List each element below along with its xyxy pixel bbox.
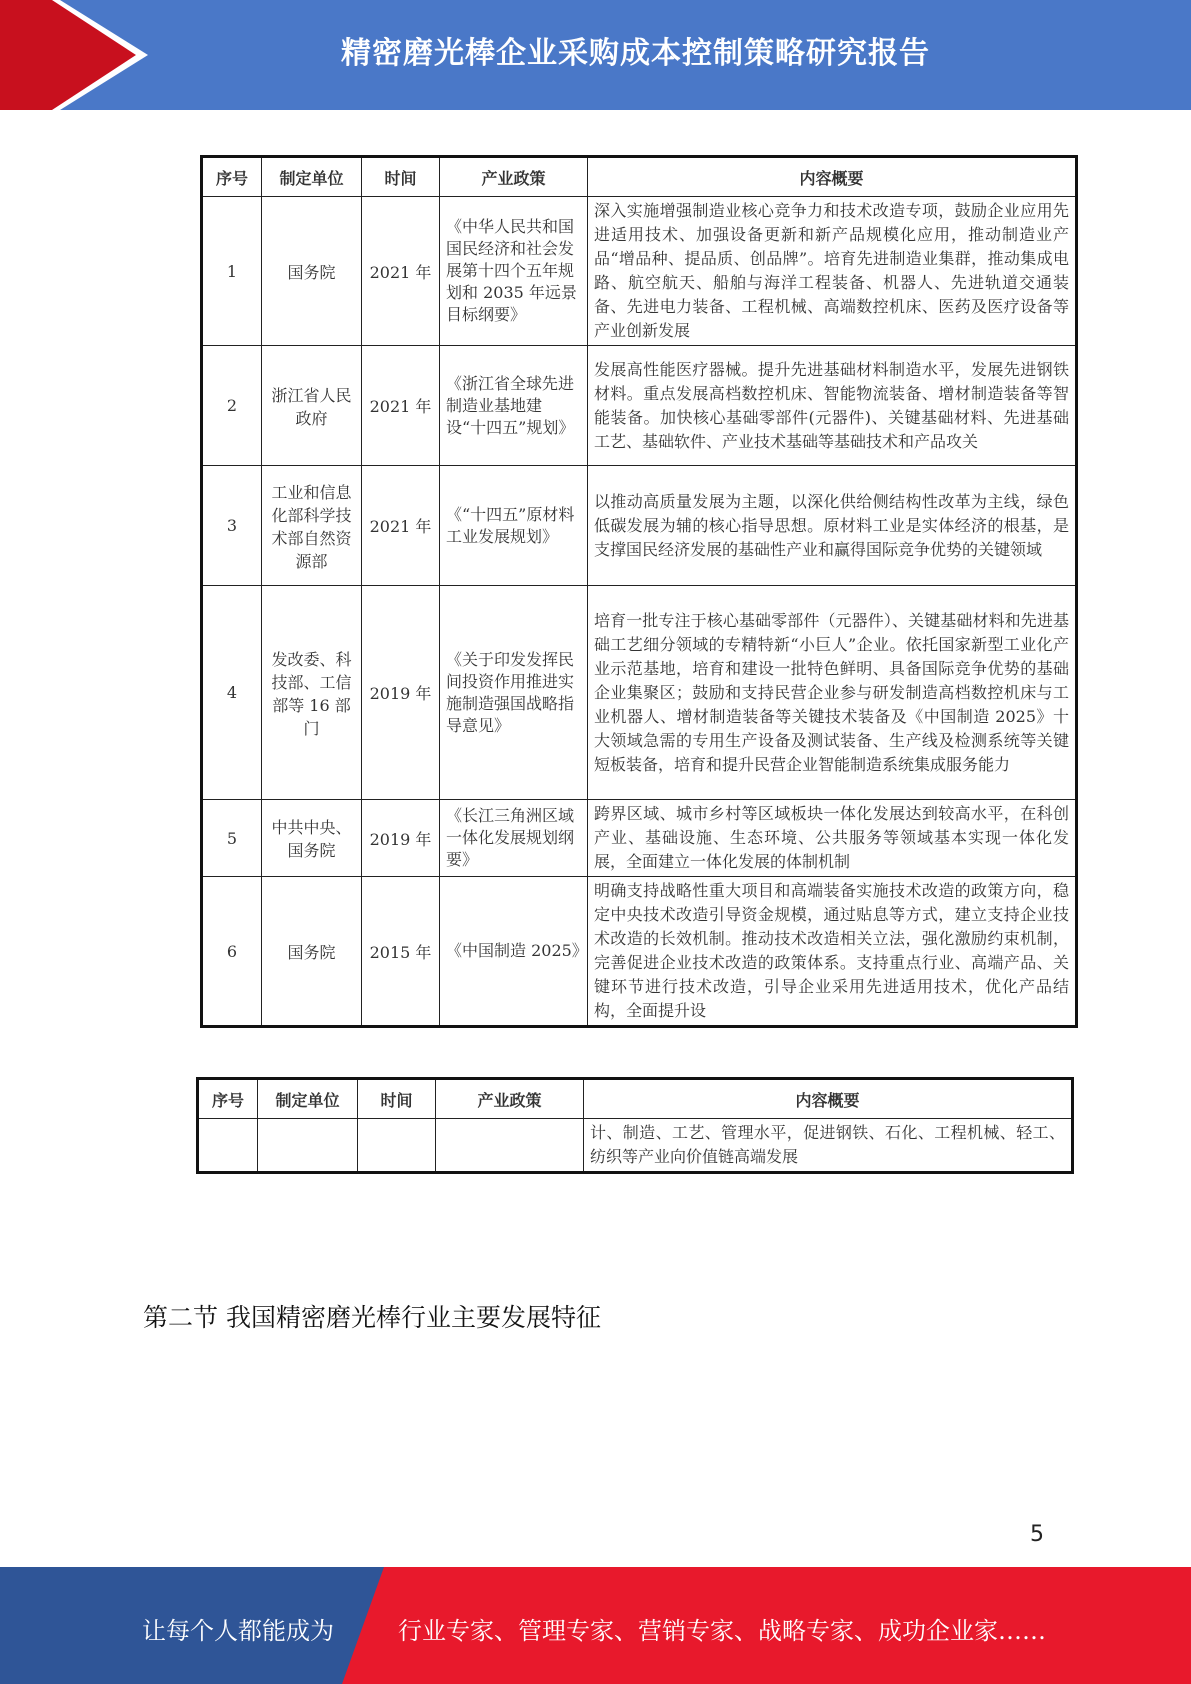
cell-content: 跨界区域、城市乡村等区域板块一体化发展达到较高水平，在科创产业、基础设施、生态环境、公共服务等领域基本实现一体化发展，全面建立一体化发展的体制机制 bbox=[588, 800, 1077, 877]
section-heading: 第二节 我国精密磨光棒行业主要发展特征 bbox=[143, 1303, 601, 1332]
table-row bbox=[202, 346, 1077, 466]
report-title: 精密磨光棒企业采购成本控制策略研究报告 bbox=[341, 36, 930, 71]
table-row bbox=[202, 586, 1077, 800]
cell-content: 深入实施增强制造业核心竞争力和技术改造专项，鼓励企业应用先进适用技术、加强设备更新和新产品规模化应用，推动制造业产品“增品种、提品质、创品牌”。培育先进制造业集群，推动集成电路、航空航天、船舶与海洋工程装备、机器人、先进轨道交通装备、先进电力装备、工程机械、高端数控机床、医药及医疗设备等产业创新发展 bbox=[588, 197, 1077, 346]
cell-content: 明确支持战略性重大项目和高端装备实施技术改造的政策方向，稳定中央技术改造引导资金规模，通过贴息等方式，建立支持企业技术改造的长效机制。推动技术改造相关立法，强化激励约束机制，完善促进企业技术改造的政策体系。支持重点行业、高端产品、关键环节进行技术改造，引导企业采用先进适用技术，优化产品结构，全面提升设 bbox=[588, 877, 1077, 1027]
cell-time: 2019 年 bbox=[362, 586, 440, 800]
cell-unit: 发改委、科技部、工信部等 16 部门 bbox=[262, 586, 362, 800]
cell-unit: 工业和信息化部科学技术部自然资源部 bbox=[262, 466, 362, 586]
cell-policy bbox=[436, 1119, 584, 1173]
header-content: 内容概要 bbox=[584, 1079, 1073, 1119]
cell-content: 培育一批专注于核心基础零部件（元器件）、关键基础材料和先进基础工艺细分领域的专精特新“小巨人”企业。依托国家新型工业化产业示范基地，培育和建设一批特色鲜明、具备国际竞争优势的基础企业集聚区；鼓励和支持民营企业参与研发制造高档数控机床与工业机器人、增材制造装备等关键技术装备及《中国制造 2025》十大领域急需的专用生产设备及测试装备、生产线及检测系统等关键短板装备，培育和提升民营企业智能制造系统集成服务能力 bbox=[588, 586, 1077, 800]
page-number: 5 bbox=[1030, 1522, 1044, 1547]
table-header-row bbox=[198, 1079, 1073, 1119]
cell-time: 2015 年 bbox=[362, 877, 440, 1027]
table-row bbox=[202, 466, 1077, 586]
table-row bbox=[198, 1119, 1073, 1173]
cell-unit: 国务院 bbox=[262, 877, 362, 1027]
cell-seq bbox=[198, 1119, 258, 1173]
cell-content: 计、制造、工艺、管理水平，促进钢铁、石化、工程机械、轻工、纺织等产业向价值链高端发展 bbox=[584, 1119, 1073, 1173]
cell-policy: 《浙江省全球先进制造业基地建设“十四五”规划》 bbox=[440, 346, 588, 466]
cell-time: 2021 年 bbox=[362, 197, 440, 346]
header-unit: 制定单位 bbox=[258, 1079, 358, 1119]
footer-bar bbox=[0, 1567, 1191, 1684]
cell-seq: 4 bbox=[202, 586, 262, 800]
header-bar bbox=[0, 0, 1191, 110]
cell-policy: 《中华人民共和国国民经济和社会发展第十四个五年规划和 2035 年远景目标纲要》 bbox=[440, 197, 588, 346]
cell-policy: 《“十四五”原材料工业发展规划》 bbox=[440, 466, 588, 586]
cell-time: 2019 年 bbox=[362, 800, 440, 877]
cell-seq: 2 bbox=[202, 346, 262, 466]
cell-seq: 3 bbox=[202, 466, 262, 586]
cell-time bbox=[358, 1119, 436, 1173]
cell-time: 2021 年 bbox=[362, 346, 440, 466]
header-policy: 产业政策 bbox=[440, 157, 588, 197]
header-policy: 产业政策 bbox=[436, 1079, 584, 1119]
cell-time: 2021 年 bbox=[362, 466, 440, 586]
cell-unit: 国务院 bbox=[262, 197, 362, 346]
table-row bbox=[202, 877, 1077, 1027]
cell-policy: 《中国制造 2025》 bbox=[440, 877, 588, 1027]
cell-content: 发展高性能医疗器械。提升先进基础材料制造水平，发展先进钢铁材料。重点发展高档数控机床、智能物流装备、增材制造装备等智能装备。加快核心基础零部件(元器件)、关键基础材料、先进基础工艺、基础软件、产业技术基础等基础技术和产品攻关 bbox=[588, 346, 1077, 466]
footer-slogan-right: 行业专家、管理专家、营销专家、战略专家、成功企业家…… bbox=[398, 1617, 1046, 1645]
table-row bbox=[202, 197, 1077, 346]
header-seq: 序号 bbox=[202, 157, 262, 197]
cell-content: 以推动高质量发展为主题，以深化供给侧结构性改革为主线，绿色低碳发展为辅的核心指导思想。原材料工业是实体经济的根基，是支撑国民经济发展的基础性产业和赢得国际竞争优势的关键领域 bbox=[588, 466, 1077, 586]
cell-seq: 6 bbox=[202, 877, 262, 1027]
cell-unit: 中共中央、国务院 bbox=[262, 800, 362, 877]
header-time: 时间 bbox=[362, 157, 440, 197]
cell-seq: 5 bbox=[202, 800, 262, 877]
table-row bbox=[202, 800, 1077, 877]
header-unit: 制定单位 bbox=[262, 157, 362, 197]
table-header-row bbox=[202, 157, 1077, 197]
header-seq: 序号 bbox=[198, 1079, 258, 1119]
policy-table bbox=[200, 155, 1078, 1028]
cell-policy: 《关于印发发挥民间投资作用推进实施制造强国战略指导意见》 bbox=[440, 586, 588, 800]
header-content: 内容概要 bbox=[588, 157, 1077, 197]
policy-table-continued bbox=[196, 1077, 1074, 1174]
header-time: 时间 bbox=[358, 1079, 436, 1119]
footer-slogan-left: 让每个人都能成为 bbox=[142, 1617, 334, 1645]
cell-unit: 浙江省人民政府 bbox=[262, 346, 362, 466]
cell-unit bbox=[258, 1119, 358, 1173]
cell-seq: 1 bbox=[202, 197, 262, 346]
cell-policy: 《长江三角洲区域一体化发展规划纲要》 bbox=[440, 800, 588, 877]
